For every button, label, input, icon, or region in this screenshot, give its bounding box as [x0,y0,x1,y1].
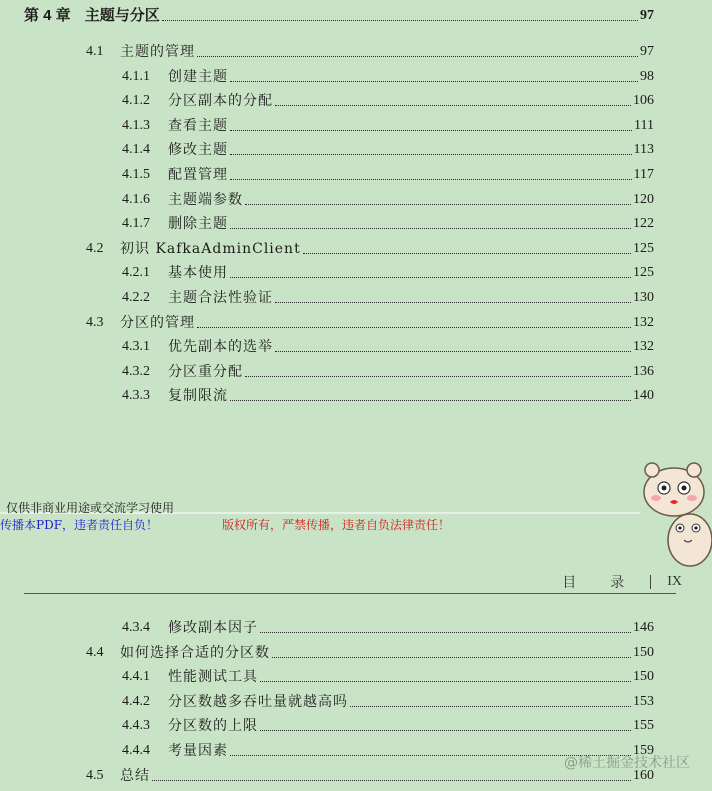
toc-entry [122,618,654,638]
toc-entry [122,91,654,111]
toc-entry [122,67,654,87]
page-number: 98 [640,68,654,84]
toc-entry-number: 4.4.2 [122,693,150,709]
leader-dots [260,729,631,731]
toc-entry-number: 4.4.4 [122,743,150,758]
toc-entry-number: 4.3.2 [122,363,150,379]
toc-entry-number: 4.4.1 [122,669,150,685]
leader-dots [260,680,631,682]
toc-entry-number: 4.1.5 [122,167,150,182]
page-number: 132 [633,339,654,355]
page-number: 150 [633,669,654,685]
toc-entry [122,386,654,406]
toc-entry-number: 4.1.2 [122,93,150,109]
leader-dots [275,350,631,352]
toc-entry [86,643,654,663]
page-number: 113 [633,142,654,158]
chapter-number: 第 4 章 [24,7,71,24]
toc-entry [86,313,654,333]
leader-dots [230,129,632,131]
toc-entry-title: 删除主题 [168,216,228,233]
watermark-notice: 仅供非商业用途或交流学习使用 [6,501,175,515]
toc-entry-title: 优先副本的选举 [168,339,273,356]
running-head-title: 目 录 [562,575,635,591]
page-number: 117 [633,167,654,182]
toc-entry [122,337,654,357]
leader-dots [230,276,631,278]
leader-dots [275,301,631,303]
leader-dots [230,153,632,155]
leader-dots [230,178,632,180]
page-number: 122 [633,216,654,232]
page-number: 153 [633,693,654,709]
page-number: 97 [640,44,654,59]
toc-entry-title: 考量因素 [168,743,228,759]
toc-entry-number: 4.1 [86,44,104,59]
page-number: 106 [633,93,654,109]
page-number: 159 [633,743,654,758]
leader-dots [275,104,631,106]
page-number: 136 [633,363,654,379]
page-number: 125 [633,240,654,256]
header-rule [24,593,676,594]
running-head [562,572,682,592]
page-number: 146 [633,620,654,635]
toc-entry [86,239,654,259]
toc-entry-title: 总结 [120,767,150,784]
leader-dots [230,399,631,401]
toc-entry-title: 修改主题 [168,142,228,159]
toc-entry-number: 4.4 [86,644,104,660]
toc-entry-title: 分区副本的分配 [168,93,273,110]
page-number: 140 [633,388,654,404]
toc-entry-number: 4.2.2 [122,290,150,305]
leader-dots [197,326,631,328]
bear-sticker-icon [664,510,712,568]
watermark-warning-blue: 传播本PDF，违者责任自负！ [0,518,159,532]
toc-entry [122,140,654,160]
running-head-divider [650,575,651,589]
leader-dots [162,19,638,21]
page-number: 120 [633,191,654,207]
toc-entry-title: 性能测试工具 [168,669,258,686]
toc-entry-title: 分区的管理 [120,314,195,331]
leader-dots [272,656,631,658]
toc-entry-number: 4.1.1 [122,68,150,84]
toc-entry-title: 修改副本因子 [168,620,258,636]
toc-entry-title: 初识 KafkaAdminClient [120,240,301,257]
toc-entry [122,288,654,308]
leader-dots [245,375,631,377]
toc-entry [122,263,654,283]
toc-entry [122,667,654,687]
page-number: 130 [633,290,654,305]
site-watermark [564,752,690,772]
bear-sticker-icon [636,458,708,518]
running-head-page: IX [667,574,682,589]
leader-dots [230,80,638,82]
toc-entry-title: 如何选择合适的分区数 [120,644,270,661]
leader-dots [303,252,631,254]
toc-entry-number: 4.1.6 [122,191,150,207]
toc-entry [122,116,654,136]
toc-entry [122,716,654,736]
toc-entry [122,214,654,234]
leader-dots [260,631,631,633]
toc-entry-title: 分区数越多吞吐量就越高吗 [168,693,348,710]
leader-dots [230,227,631,229]
page-number: 111 [634,117,654,133]
toc-entry-number: 4.5 [86,767,104,783]
leader-dots [245,203,631,205]
toc-entry-number: 4.2.1 [122,265,150,281]
leader-dots [197,55,638,57]
toc-entry-title: 分区数的上限 [168,718,258,735]
toc-entry [122,165,654,185]
page-number: 132 [633,314,654,330]
page-number: 160 [633,767,654,783]
toc-entry-number: 4.3.1 [122,339,150,355]
leader-dots [350,705,631,707]
toc-entry-number: 4.3.3 [122,388,150,404]
toc-entry-title: 配置管理 [168,167,228,183]
toc-entry-title: 主题合法性验证 [168,290,273,306]
toc-entry-number: 4.1.3 [122,117,150,133]
page-number: 125 [633,265,654,281]
toc-entry-number: 4.3.4 [122,620,150,635]
site-watermark-text: @稀土掘金技术社区 [564,755,690,771]
toc-entry [86,42,654,62]
toc-entry [122,692,654,712]
toc-entry-title: 基本使用 [168,265,228,282]
page-number: 97 [640,8,654,23]
watermark-warning-red: 版权所有，严禁传播，违者自负法律责任！ [222,518,451,532]
chapter-heading [24,6,654,26]
toc-entry-title: 查看主题 [168,117,228,134]
leader-dots [152,779,631,781]
toc-entry-title: 分区重分配 [168,363,243,380]
page-number: 150 [633,644,654,660]
toc-entry-number: 4.1.7 [122,216,150,232]
toc-entry-number: 4.1.4 [122,142,150,158]
toc-entry-title: 复制限流 [168,388,228,405]
chapter-title: 主题与分区 [84,7,160,24]
toc-entry-number: 4.4.3 [122,718,150,734]
toc-entry-number: 4.3 [86,314,104,330]
toc-entry-title: 主题的管理 [120,44,195,60]
toc-entry [122,362,654,382]
toc-entry [122,190,654,210]
page-number: 155 [633,718,654,734]
toc-entry-title: 主题端参数 [168,191,243,208]
toc-entry-number: 4.2 [86,240,104,256]
toc-entry-title: 创建主题 [168,68,228,85]
